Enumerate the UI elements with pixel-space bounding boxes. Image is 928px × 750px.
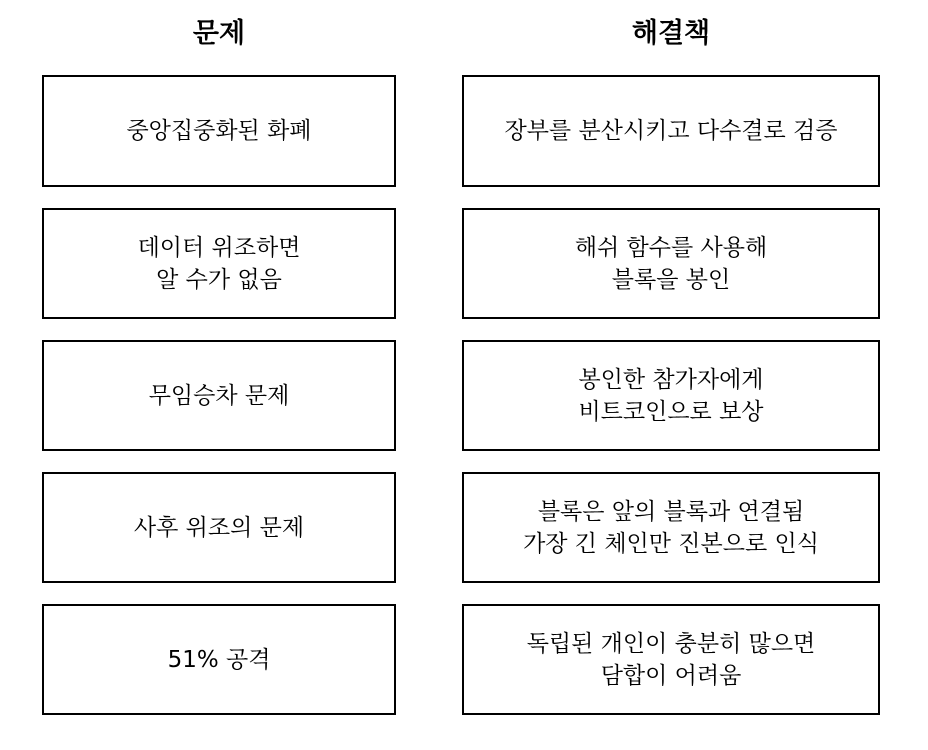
solution-box-hash-seal: 해쉬 함수를 사용해 블록을 봉인 [462, 208, 880, 319]
problem-box-data-forgery: 데이터 위조하면 알 수가 없음 [42, 208, 396, 319]
solution-column-header: 해결책 [631, 18, 711, 49]
solution-box-distributed-ledger: 장부를 분산시키고 다수결로 검증 [462, 75, 880, 187]
problem-box-post-forgery: 사후 위조의 문제 [42, 472, 396, 583]
problem-box-51-attack: 51% 공격 [42, 604, 396, 715]
problem-column-header: 문제 [192, 18, 246, 49]
problem-box-free-rider: 무임승차 문제 [42, 340, 396, 451]
problem-box-centralized-currency: 중앙집중화된 화폐 [42, 75, 396, 187]
solution-box-bitcoin-reward: 봉인한 참가자에게 비트코인으로 보상 [462, 340, 880, 451]
solution-box-collusion-hard: 독립된 개인이 충분히 많으면 담합이 어려움 [462, 604, 880, 715]
solution-box-longest-chain: 블록은 앞의 블록과 연결됨 가장 긴 체인만 진본으로 인식 [462, 472, 880, 583]
